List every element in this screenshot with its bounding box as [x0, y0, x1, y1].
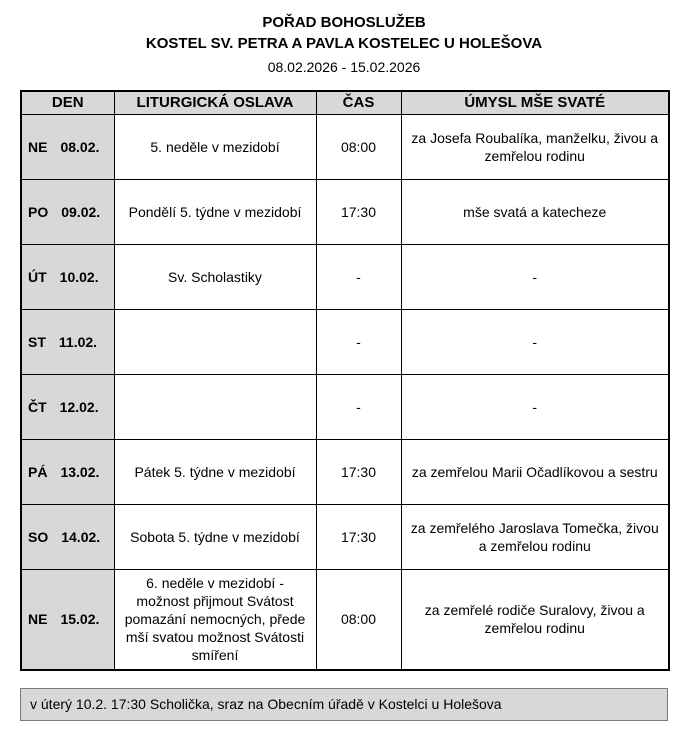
day-abbr: ÚT — [28, 268, 47, 285]
den-cell — [21, 309, 114, 374]
day-date: 10.02. — [59, 268, 99, 285]
day-abbr: PO — [28, 203, 49, 220]
time-cell: 08:00 — [316, 114, 401, 179]
table-row — [21, 179, 669, 244]
table-row — [21, 244, 669, 309]
day-abbr: ČT — [28, 398, 47, 415]
column-header-time: ČAS — [316, 91, 401, 114]
day-abbr: NE — [28, 611, 48, 628]
document-subtitle: KOSTEL SV. PETRA A PAVLA KOSTELEC U HOLEŠOVA — [145, 35, 543, 52]
table-header-row — [21, 91, 669, 114]
den-cell — [21, 504, 114, 569]
document-title: POŘAD BOHOSLUŽEB — [262, 14, 426, 31]
celebration-cell: Sv. Scholastiky — [114, 244, 316, 309]
time-cell: 17:30 — [316, 179, 401, 244]
intention-cell: za zemřelé rodiče Suralovy, živou a zemřelou rodinu — [401, 569, 669, 670]
time-cell: - — [316, 244, 401, 309]
den-cell — [21, 439, 114, 504]
celebration-cell: Pondělí 5. týdne v mezidobí — [114, 179, 316, 244]
day-abbr: PÁ — [28, 463, 48, 480]
day-date: 14.02. — [61, 528, 101, 545]
column-header-den: DEN — [21, 91, 114, 114]
den-cell — [21, 244, 114, 309]
time-cell: 17:30 — [316, 439, 401, 504]
table-row — [21, 114, 669, 179]
day-date: 12.02. — [59, 398, 99, 415]
table-row — [21, 439, 669, 504]
schedule-table — [20, 90, 670, 671]
day-abbr: ST — [28, 333, 46, 350]
day-abbr: NE — [28, 138, 48, 155]
time-cell: - — [316, 374, 401, 439]
table-row — [21, 374, 669, 439]
intention-cell: za Josefa Roubalíka, manželku, živou a zemřelou rodinu — [401, 114, 669, 179]
time-cell: 17:30 — [316, 504, 401, 569]
den-cell — [21, 569, 114, 670]
celebration-cell: 6. neděle v mezidobí - možnost přijmout Svátost pomazání nemocných, přede mší svatou možnost Svátosti smíření — [114, 569, 316, 670]
table-row — [21, 504, 669, 569]
day-date: 15.02. — [60, 611, 100, 628]
day-date: 09.02. — [61, 203, 101, 220]
celebration-cell — [114, 374, 316, 439]
time-cell: - — [316, 309, 401, 374]
den-cell — [21, 374, 114, 439]
intention-cell: za zemřelého Jaroslava Tomečka, živou a zemřelou rodinu — [401, 504, 669, 569]
celebration-cell: Pátek 5. týdne v mezidobí — [114, 439, 316, 504]
celebration-cell: 5. neděle v mezidobí — [114, 114, 316, 179]
intention-cell: - — [401, 374, 669, 439]
column-header-intention: ÚMYSL MŠE SVATÉ — [401, 91, 669, 114]
footer-note: v úterý 10.2. 17:30 Scholička, sraz na Obecním úřadě v Kostelci u Holešova — [20, 688, 668, 721]
celebration-cell — [114, 309, 316, 374]
day-abbr: SO — [28, 528, 49, 545]
document-header — [20, 8, 668, 77]
celebration-cell: Sobota 5. týdne v mezidobí — [114, 504, 316, 569]
table-row — [21, 309, 669, 374]
table-row — [21, 569, 669, 670]
den-cell — [21, 179, 114, 244]
den-cell — [21, 114, 114, 179]
day-date: 13.02. — [60, 463, 100, 480]
intention-cell: mše svatá a katecheze — [401, 179, 669, 244]
time-cell: 08:00 — [316, 569, 401, 670]
intention-cell: - — [401, 309, 669, 374]
column-header-celebration: LITURGICKÁ OSLAVA — [114, 91, 316, 114]
intention-cell: - — [401, 244, 669, 309]
date-range: 08.02.2026 - 15.02.2026 — [267, 59, 421, 75]
intention-cell: za zemřelou Marii Očadlíkovou a sestru — [401, 439, 669, 504]
day-date: 11.02. — [58, 333, 98, 350]
day-date: 08.02. — [60, 138, 100, 155]
